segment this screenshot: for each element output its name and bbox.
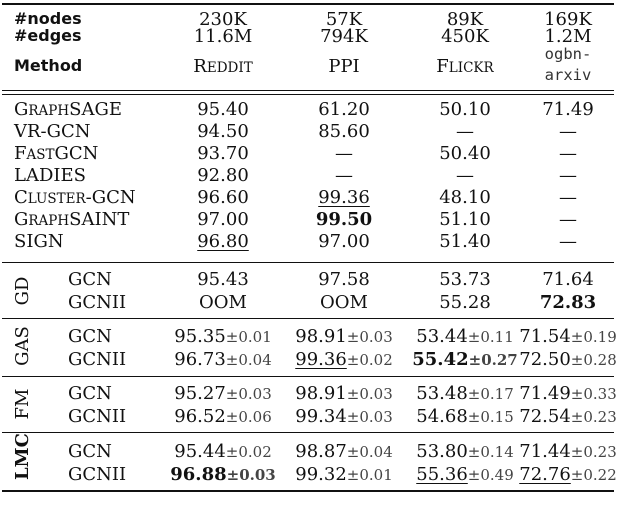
top-rule [2,3,614,5]
value-main: OOM [199,292,247,313]
value-main: 97.00 [197,209,249,230]
value-std: ±0.04 [346,443,393,461]
value-main: 98.87 [295,441,347,462]
group-value [512,328,624,346]
baseline-value [284,189,404,207]
value-std: ±0.28 [570,351,617,369]
value-main: 96.52 [174,406,226,427]
value-main: 96.88 [170,464,227,485]
value-std: ±0.11 [467,328,514,346]
value-std: ±0.03 [225,385,272,403]
value-main: — [559,165,577,186]
value-main: 71.49 [542,99,594,120]
baseline-value [161,167,285,185]
value-main: 97.00 [318,231,370,252]
baseline-name-text: SIGN [14,231,64,252]
arxiv-edges: 1.2M [544,26,592,47]
baseline-value [161,211,285,229]
baseline-value [400,167,530,185]
baseline-value [512,101,624,119]
value-main: — [559,143,577,164]
ppi-name: PPI [328,56,360,77]
value-std: ±0.03 [346,408,393,426]
baseline-value [284,101,404,119]
value-std: ±0.02 [346,351,393,369]
group-value [400,271,530,289]
group-value [161,466,285,484]
value-main: 72.83 [539,292,597,313]
name-capital: SAINT [69,209,130,230]
value-std: ±0.22 [570,466,617,484]
value-std: ±0.14 [467,443,514,461]
baseline-value [512,189,624,207]
baseline-value [400,101,530,119]
baseline-value [512,211,624,229]
value-std: ±0.19 [570,328,617,346]
value-main: 55.42 [412,349,469,370]
header-rule-2 [2,94,614,95]
baseline-value [400,123,530,141]
name-capital: G [14,99,29,120]
value-std: ±0.03 [346,328,393,346]
name-capital: SAGE [69,99,123,120]
value-main: — [456,121,474,142]
baseline-value [161,123,285,141]
model-name: GCNII [68,464,127,485]
baseline-name [14,101,122,119]
model-name: GCN [68,269,112,290]
fm-rule [2,432,614,433]
group-value [400,351,530,369]
header-rule [2,90,614,91]
value-main: 50.40 [439,143,491,164]
value-main: 92.80 [197,165,249,186]
baseline-value [284,167,404,185]
baseline-name-text: VR-GCN [14,121,91,142]
value-main: 55.36 [416,464,468,485]
group-value [284,443,404,461]
name-smallcaps: RAPH [28,103,70,119]
group-value [161,443,285,461]
group-value [400,385,530,403]
value-main: 94.50 [197,121,249,142]
group-value [284,351,404,369]
group-label-lmc: LMC [12,433,33,480]
value-std: ±0.03 [226,466,276,484]
value-main: OOM [320,292,368,313]
value-main: 54.68 [416,406,468,427]
baseline-value [284,233,404,251]
group-value [284,408,404,426]
group-value [161,328,285,346]
baseline-value [512,123,624,141]
flickr-nodes: 89K [446,9,484,30]
group-value [512,351,624,369]
name-smallcaps: LUSTER [27,191,86,207]
value-main: — [559,121,577,142]
value-std: ±0.01 [225,328,272,346]
value-std: ±0.23 [570,408,617,426]
value-main: 95.40 [197,99,249,120]
bottom-rule [2,490,614,492]
nodes-label: #nodes [14,9,82,28]
value-main: 61.20 [318,99,370,120]
group-value [284,466,404,484]
group-value [512,271,624,289]
value-main: 95.44 [174,441,226,462]
value-main: — [335,143,353,164]
model-name: GCN [68,383,112,404]
baseline-name [14,189,136,207]
gd-rule [2,318,614,319]
value-main: 53.48 [416,383,468,404]
baseline-value [400,145,530,163]
group-value [284,294,404,312]
name-capital: C [14,187,28,208]
model-name: GCNII [68,292,127,313]
value-std: ±0.17 [467,385,514,403]
baseline-value [161,145,285,163]
value-main: 99.50 [315,209,373,230]
value-std: ±0.03 [346,385,393,403]
flickr-name: FLICKR [436,56,494,77]
group-value [284,385,404,403]
baseline-value [284,211,404,229]
group-value [161,294,285,312]
model-name: GCN [68,441,112,462]
value-main: — [559,187,577,208]
model-name: GCN [68,326,112,347]
edges-label: #edges [14,26,82,45]
value-std: ±0.15 [467,408,514,426]
baseline-value [161,101,285,119]
value-main: 85.60 [318,121,370,142]
value-main: 50.10 [439,99,491,120]
baseline-value [161,189,285,207]
baseline-value [161,233,285,251]
value-main: 72.50 [519,349,571,370]
group-value [512,385,624,403]
value-std: ±0.23 [570,443,617,461]
value-std: ±0.27 [468,351,518,369]
baseline-name [14,145,98,163]
baseline-value [512,233,624,251]
value-std: ±0.02 [225,443,272,461]
baseline-name [14,211,129,229]
baseline-name [14,233,64,251]
value-main: 96.73 [174,349,226,370]
value-main: 55.28 [439,292,491,313]
group-value [284,328,404,346]
value-main: 53.44 [416,326,468,347]
name-smallcaps: AST [26,147,55,163]
value-main: 96.60 [197,187,249,208]
value-main: 99.36 [295,349,347,370]
baseline-value [400,233,530,251]
baseline-name [14,167,86,185]
group-value [161,351,285,369]
ppi-edges: 794K [320,26,368,47]
group-label-gas: GAS [12,326,33,366]
arxiv-name-line1: ogbn- [544,45,592,63]
group-label-gd: GD [12,276,33,306]
value-std: ±0.49 [467,466,514,484]
value-main: 99.32 [295,464,347,485]
baseline-value [512,167,624,185]
group-value [400,443,530,461]
value-main: 51.10 [439,209,491,230]
value-main: 53.73 [439,269,491,290]
group-value [400,328,530,346]
name-capital: -GCN [85,187,136,208]
value-main: 99.36 [318,187,370,208]
group-value [512,408,624,426]
baseline-name-text: LADIES [14,165,86,186]
value-std: ±0.33 [570,385,617,403]
reddit-nodes: 230K [199,9,247,30]
model-name: GCNII [68,349,127,370]
value-main: — [559,231,577,252]
value-main: 71.64 [542,269,594,290]
value-main: 97.58 [318,269,370,290]
value-main: 53.80 [416,441,468,462]
group-value [400,408,530,426]
value-std: ±0.04 [225,351,272,369]
value-main: 98.91 [295,326,347,347]
value-main: — [456,165,474,186]
baseline-value [284,145,404,163]
value-main: 95.27 [174,383,226,404]
group-value [512,443,624,461]
value-std: ±0.06 [225,408,272,426]
ppi-nodes: 57K [325,9,363,30]
value-main: 98.91 [295,383,347,404]
value-main: 96.80 [197,231,249,252]
baseline-name [14,123,91,141]
group-value [512,294,624,312]
gas-rule [2,376,614,377]
baseline-value [400,211,530,229]
reddit-name: REDDIT [193,56,253,77]
value-main: 72.76 [519,464,571,485]
baseline-value [512,145,624,163]
group-value [400,466,530,484]
value-main: 71.44 [519,441,571,462]
method-label: Method [14,56,83,75]
value-std: ±0.01 [346,466,393,484]
baseline-value [400,189,530,207]
value-main: 48.10 [439,187,491,208]
value-main: 95.35 [174,326,226,347]
name-capital: GCN [54,143,99,164]
value-main: 72.54 [519,406,571,427]
model-name: GCNII [68,406,127,427]
value-main: 99.34 [295,406,347,427]
value-main: — [335,165,353,186]
value-main: 71.54 [519,326,571,347]
reddit-edges: 11.6M [193,26,253,47]
value-main: 71.49 [519,383,571,404]
baseline-rule [2,262,614,263]
arxiv-nodes: 169K [544,9,592,30]
baseline-value [284,123,404,141]
value-main: — [559,209,577,230]
name-capital: G [14,209,29,230]
name-smallcaps: RAPH [28,213,70,229]
group-value [284,271,404,289]
name-capital: F [14,143,27,164]
value-main: 93.70 [197,143,249,164]
group-value [161,385,285,403]
arxiv-name-line2: arxiv [544,66,592,84]
group-value [400,294,530,312]
group-label-fm: FM [12,388,33,420]
value-main: 95.43 [197,269,249,290]
flickr-edges: 450K [441,26,489,47]
group-value [161,408,285,426]
value-main: 51.40 [439,231,491,252]
group-value [161,271,285,289]
group-value [512,466,624,484]
